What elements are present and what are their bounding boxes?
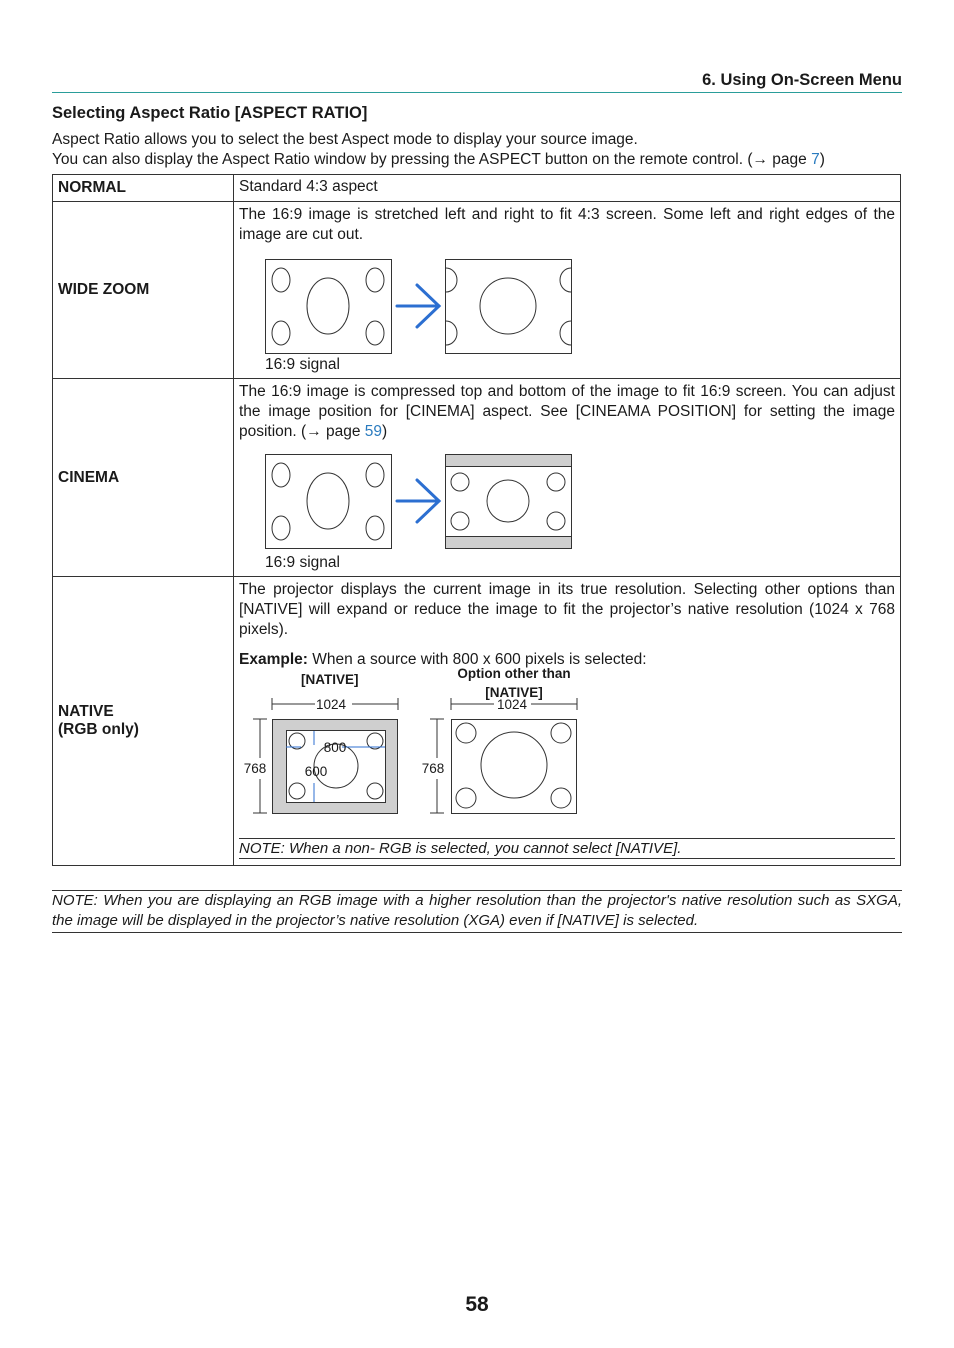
cinema-diagram xyxy=(265,454,605,564)
circle-mark xyxy=(451,473,469,491)
circle-mark xyxy=(307,278,349,334)
intro-line-1: Aspect Ratio allows you to select the best Aspect mode to display your source image. xyxy=(52,131,638,148)
circle-mark xyxy=(367,783,383,799)
circle-mark xyxy=(272,463,290,487)
cinema-text-end: ) xyxy=(382,423,388,440)
circle-mark xyxy=(366,321,384,345)
circle-mark xyxy=(366,268,384,292)
native-label: NATIVE xyxy=(58,703,114,720)
native-diagram xyxy=(239,697,599,827)
circle-mark xyxy=(487,480,529,522)
wide-zoom-diagram xyxy=(265,259,605,369)
circle-mark xyxy=(547,473,565,491)
other-fig-title-line1: Option other than xyxy=(457,666,571,681)
native-note: NOTE: When a non- RGB is selected, you cannot select [NATIVE]. xyxy=(239,838,895,859)
native-height-label: 768 xyxy=(243,761,267,776)
page-link-59[interactable]: 59 xyxy=(364,423,383,440)
normal-description: Standard 4:3 aspect xyxy=(239,178,378,195)
circle-mark xyxy=(307,473,349,529)
circle-mark xyxy=(366,516,384,540)
native-description: The projector displays the current image in its true resolution. Selecting other options than [NATIVE] will expand or reduce the image to fit the projector’s native resolution (1024 x 768 pixels). xyxy=(239,581,895,638)
circle-mark xyxy=(551,723,571,743)
table-row-normal xyxy=(53,175,901,202)
circle-mark xyxy=(456,788,476,808)
circle-mark xyxy=(456,723,476,743)
example-text: When a source with 800 x 600 pixels is selected: xyxy=(307,651,647,668)
row-label-normal: NORMAL xyxy=(53,175,234,202)
page-number: 58 xyxy=(465,1293,489,1316)
wide-zoom-figure xyxy=(239,245,895,378)
arrow-right-icon xyxy=(397,480,439,522)
circle-mark xyxy=(272,321,290,345)
circle-mark xyxy=(272,516,290,540)
page-link-7[interactable]: 7 xyxy=(811,151,820,168)
example-label: Example: xyxy=(239,651,308,668)
native-figure xyxy=(239,666,895,832)
circle-mark xyxy=(272,268,290,292)
intro-text-end: ) xyxy=(819,151,825,168)
native-width-label: 1024 xyxy=(315,697,347,712)
row-desc-native xyxy=(234,577,901,866)
circle-mark xyxy=(366,463,384,487)
wide-zoom-description: The 16:9 image is stretched left and right to fit 4:3 screen. Some left and right edges of the image are cut out. xyxy=(239,206,895,243)
other-width-label: 1024 xyxy=(496,697,528,712)
row-label-native xyxy=(53,577,234,866)
cinema-caption: 16:9 signal xyxy=(265,554,340,571)
native-label-sub: (RGB only) xyxy=(58,721,139,738)
circle-mark xyxy=(480,278,536,334)
table-row-wide-zoom xyxy=(53,202,901,379)
source-width-label: 800 xyxy=(323,740,347,755)
circle-mark xyxy=(547,512,565,530)
aspect-ratio-table xyxy=(52,174,901,866)
row-label-wide-zoom: WIDE ZOOM xyxy=(53,202,234,379)
circle-mark xyxy=(481,732,547,798)
other-fig-title-line2: [NATIVE] xyxy=(485,685,543,700)
section-title: Selecting Aspect Ratio [ASPECT RATIO] xyxy=(52,104,368,122)
circle-mark xyxy=(451,512,469,530)
cinema-figure xyxy=(239,442,895,576)
row-label-cinema: CINEMA xyxy=(53,379,234,577)
native-fig-title: [NATIVE] xyxy=(301,672,359,687)
page-header xyxy=(52,70,902,93)
other-height-label: 768 xyxy=(421,761,445,776)
arrow-right-icon xyxy=(397,285,439,327)
cinema-description xyxy=(239,382,895,442)
circle-mark xyxy=(289,783,305,799)
source-height-label: 600 xyxy=(304,764,328,779)
row-desc-wide-zoom xyxy=(234,202,901,379)
intro-line-2 xyxy=(52,151,825,169)
bottom-note: NOTE: When you are displaying an RGB image with a higher resolution than the projector's native resolution such as SXGA, the image will be displayed in the projector’s native resolution (XGA) even if [NATIVE] is selected. xyxy=(52,890,902,933)
table-row-cinema xyxy=(53,379,901,577)
wide-zoom-caption: 16:9 signal xyxy=(265,356,340,373)
intro-text: You can also display the Aspect Ratio window by pressing the ASPECT button on the remote control. (→ page xyxy=(52,151,812,168)
cinema-text: The 16:9 image is compressed top and bottom of the image to fit 16:9 screen. You can adjust the image position for [CINEMA] aspect. See [CINEAMA POSITION] for setting the image position. (→ page xyxy=(239,383,895,440)
row-desc-cinema xyxy=(234,379,901,577)
circle-mark xyxy=(551,788,571,808)
row-desc-normal xyxy=(234,175,901,202)
chapter-title: 6. Using On-Screen Menu xyxy=(702,71,902,89)
table-row-native xyxy=(53,577,901,866)
